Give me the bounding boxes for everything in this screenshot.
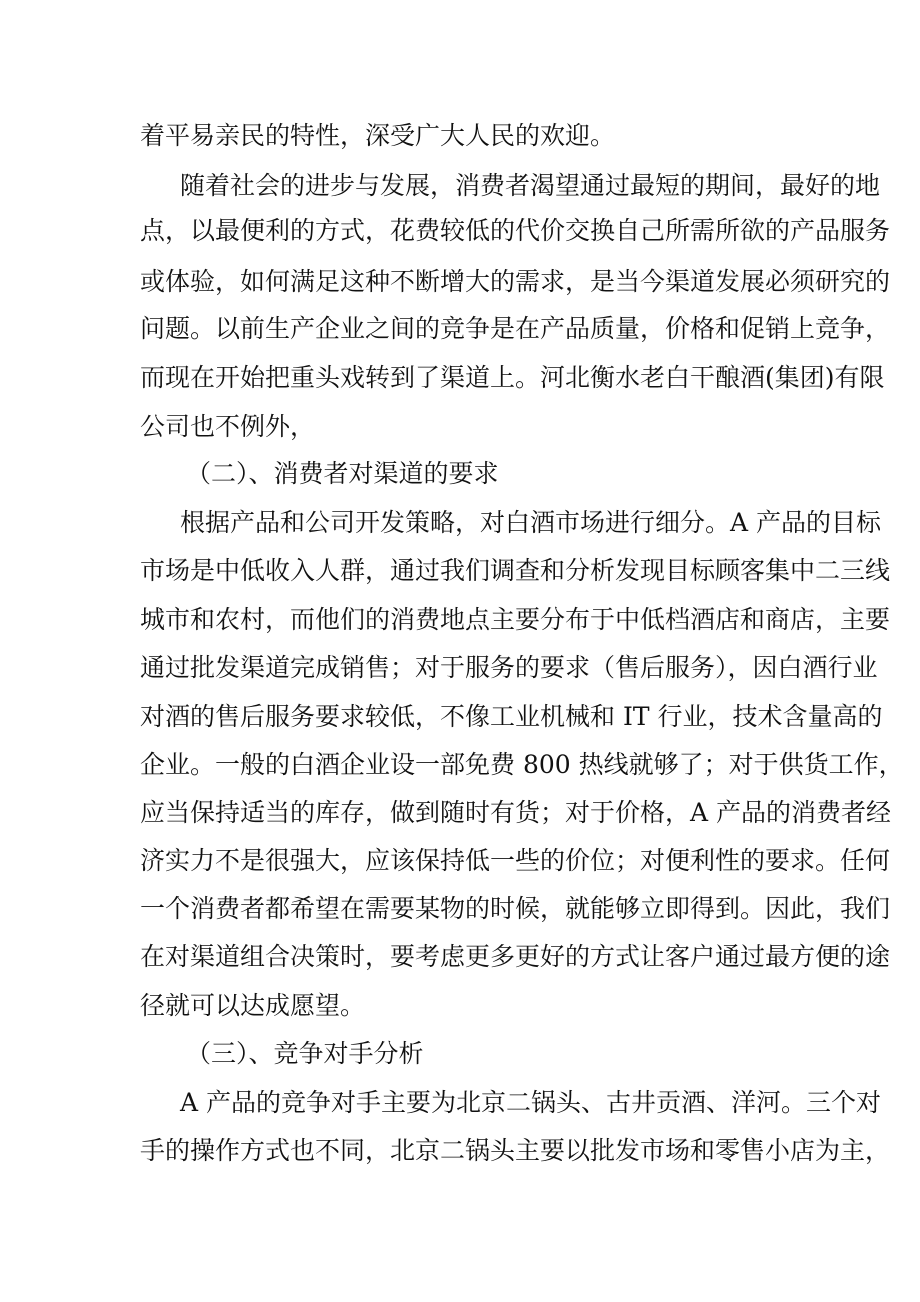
paragraph-line: 企业。一般的白酒企业设一部免费 800 热线就够了；对于供货工作，	[140, 750, 904, 779]
paragraph-line: 问题。以前生产企业之间的竞争是在产品质量，价格和促销上竞争，	[140, 314, 891, 343]
paragraph-line: 对酒的售后服务要求较低，不像工业机械和 IT 行业，技术含量高的	[140, 702, 883, 731]
paragraph-line: 或体验，如何满足这种不断增大的需求，是当今渠道发展必须研究的	[140, 267, 891, 296]
paragraph-line: 一个消费者都希望在需要某物的时候，就能够立即得到。因此，我们	[140, 894, 891, 923]
paragraph-line: A 产品的竞争对手主要为北京二锅头、古井贡酒、洋河。三个对	[180, 1088, 882, 1117]
paragraph-line: 点，以最便利的方式，花费较低的代价交换自己所需所欲的产品服务	[140, 216, 891, 245]
paragraph-line: 手的操作方式也不同，北京二锅头主要以批发市场和零售小店为主，	[140, 1136, 891, 1165]
section-heading: （三）、竞争对手分析	[186, 1039, 424, 1068]
paragraph-line: 济实力不是很强大，应该保持低一些的价位；对便利性的要求。任何	[140, 846, 891, 875]
paragraph-line: 公司也不例外，	[140, 412, 316, 441]
paragraph-line: 随着社会的进步与发展，消费者渴望通过最短的期间，最好的地	[180, 171, 881, 200]
paragraph-line: 着平易亲民的特性，深受广大人民的欢迎。	[140, 121, 616, 150]
paragraph-line: 在对渠道组合决策时，要考虑更多更好的方式让客户通过最方便的途	[140, 942, 891, 971]
paragraph-line: 市场是中低收入人群，通过我们调查和分析发现目标顾客集中二三线	[140, 556, 891, 585]
paragraph-line: 根据产品和公司开发策略，对白酒市场进行细分。A 产品的目标	[180, 508, 882, 537]
paragraph-line: 而现在开始把重头戏转到了渠道上。河北衡水老白干酿酒(集团)有限	[140, 363, 885, 392]
paragraph-line: 应当保持适当的库存，做到随时有货；对于价格，A 产品的消费者经	[140, 798, 892, 827]
paragraph-line: 径就可以达成愿望。	[140, 991, 366, 1020]
paragraph-line: 城市和农村，而他们的消费地点主要分布于中低档酒店和商店，主要	[140, 605, 891, 634]
section-heading: （二）、消费者对渠道的要求	[186, 459, 499, 488]
paragraph-line: 通过批发渠道完成销售；对于服务的要求（售后服务），因白酒行业	[140, 653, 878, 682]
